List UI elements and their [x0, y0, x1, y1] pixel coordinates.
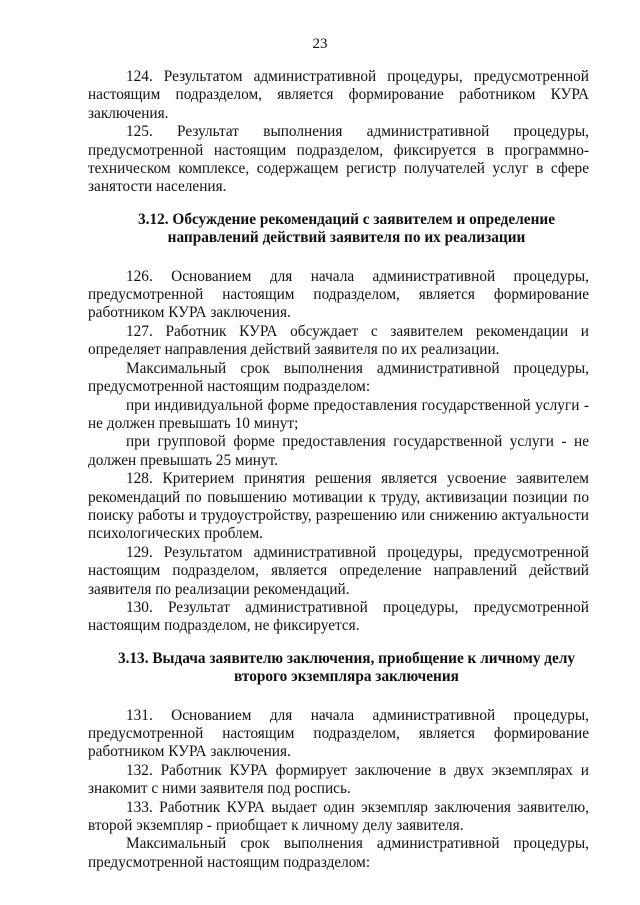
paragraph-max-term: Максимальный срок выполнения административной процедуры, предусмотренной настоящим подразделом: [88, 359, 589, 396]
spacer [88, 636, 589, 650]
paragraph-126: 126. Основанием для начала административной процедуры, предусмотренной настоящим подразделом, является формирование работником КУРА заключения. [88, 267, 589, 322]
page-number: 23 [312, 36, 328, 52]
paragraph-124: 124. Результатом административной процедуры, предусмотренной настоящим подразделом, является формирование работником КУРА заключения. [88, 68, 589, 122]
paragraph-125: 125. Результат выполнения административной процедуры, предусмотренной настоящим подразделом, фиксируется в программно-техническом комплексе, содержащем регистр получателей услуг в сфере занятости населения. [88, 123, 589, 196]
paragraph-individual-form: при индивидуальной форме предоставления государственной услуги - не должен превышать 10 минут; [88, 396, 589, 432]
paragraph-127: 127. Работник КУРА обсуждает с заявителем рекомендации и определяет направления действий заявителя по их реализации. [88, 322, 589, 359]
paragraph-max-term-2: Максимальный срок выполнения административной процедуры, предусмотренной настоящим подразделом: [88, 835, 589, 871]
paragraph-131: 131. Основанием для начала административной процедуры, предусмотренной настоящим подразделом, является формирование работником КУРА заключения. [88, 706, 589, 761]
paragraph-133: 133. Работник КУРА выдает один экземпляр заключения заявителю, второй экземпляр - приобщает к личному делу заявителя. [88, 798, 589, 835]
paragraph-130: 130. Результат административной процедуры, предусмотренной настоящим подразделом, не фиксируется. [88, 598, 589, 635]
spacer [88, 687, 589, 707]
paragraph-132: 132. Работник КУРА формирует заключение в двух экземплярах и знакомит с ними заявителя под роспись. [88, 761, 589, 798]
paragraph-128: 128. Критерием принятия решения является усвоение заявителем рекомендаций по повышению мотивации к труду, активизации позиции по поиску работы и трудоустройству, разрешению или снижению актуальности психологических проблем. [88, 470, 589, 543]
section-heading-3-12: 3.12. Обсуждение рекомендаций с заявителем и определение направлений действий заявителя по их реализации [138, 210, 555, 247]
paragraph-group-form: при групповой форме предоставления государственной услуги - не должен превышать 25 минут. [88, 433, 589, 469]
section-heading-3-13: 3.13. Выдача заявителю заключения, приобщение к личному делу второго экземпляра заключения [117, 649, 576, 686]
paragraph-129: 129. Результатом административной процедуры, предусмотренной настоящим подразделом, является определение направлений действий заявителя по реализации рекомендаций. [88, 543, 589, 598]
spacer [88, 197, 589, 211]
document-body [88, 68, 589, 872]
spacer [88, 248, 589, 268]
